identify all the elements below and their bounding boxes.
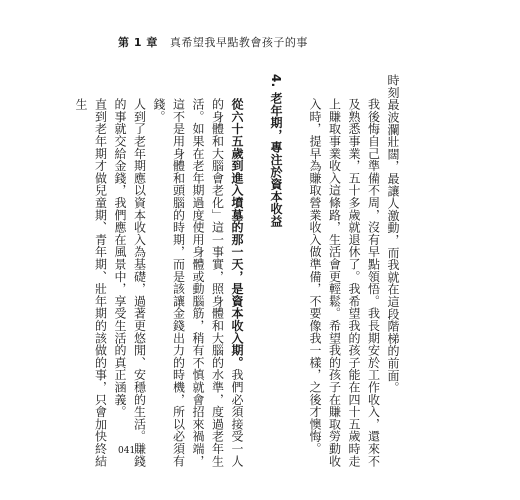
chapter-title: 真希望我早點教會孩子的事 (169, 36, 308, 49)
section-paragraph-1 (149, 74, 247, 468)
body-text (71, 74, 403, 468)
paragraph-1: 時刻最波瀾壯闊，最讓人激動，而我就在這段階梯的前面。 (386, 74, 400, 394)
section-paragraph-3: 直到老年期才做兒童期、青年期、壯年期的該做的事，只會加快終結生 (74, 98, 108, 467)
page-number: 041 (118, 446, 136, 456)
section-heading: 4. 老年期，專注於資本收益 (269, 74, 283, 228)
section-paragraph-2: 人到了老年期應以資本收入為基礎，過著更悠閒、安穩的生活。賺錢的事就交給金錢，我們應在風景中，享受生活的真正涵義。 (113, 98, 147, 467)
running-header (118, 34, 308, 50)
paragraph-2: 我後悔自己準備不周，沒有早點領悟。我長期安於工作收入，還來不及熟悉事業，五十多歲就退休了。我希望我的孩子能在四十五歲時走上賺取事業收入這條路，生活會更輕鬆。希望我的孩子在賺取勞動收入時，提早為賺取營業收入做準備，不要像我一樣，之後才懊悔。 (308, 98, 381, 467)
section-lead-rest: 我們必須接受一人的身體和大腦會老化」這一事實，照身體和大腦的水準，度過老年生活。如果在老年期過度使用身體或動腦筋，稍有不慎就會招來禍端，這不是用身體和頭腦的時期，而是該讓金錢出力的時機，所以必須有錢。 (152, 98, 244, 468)
section-lead-bold: 從六十五歲到進入墳墓的那一天，是資本收入期。 (230, 98, 244, 369)
chapter-label: 第 1 章 (118, 36, 158, 49)
